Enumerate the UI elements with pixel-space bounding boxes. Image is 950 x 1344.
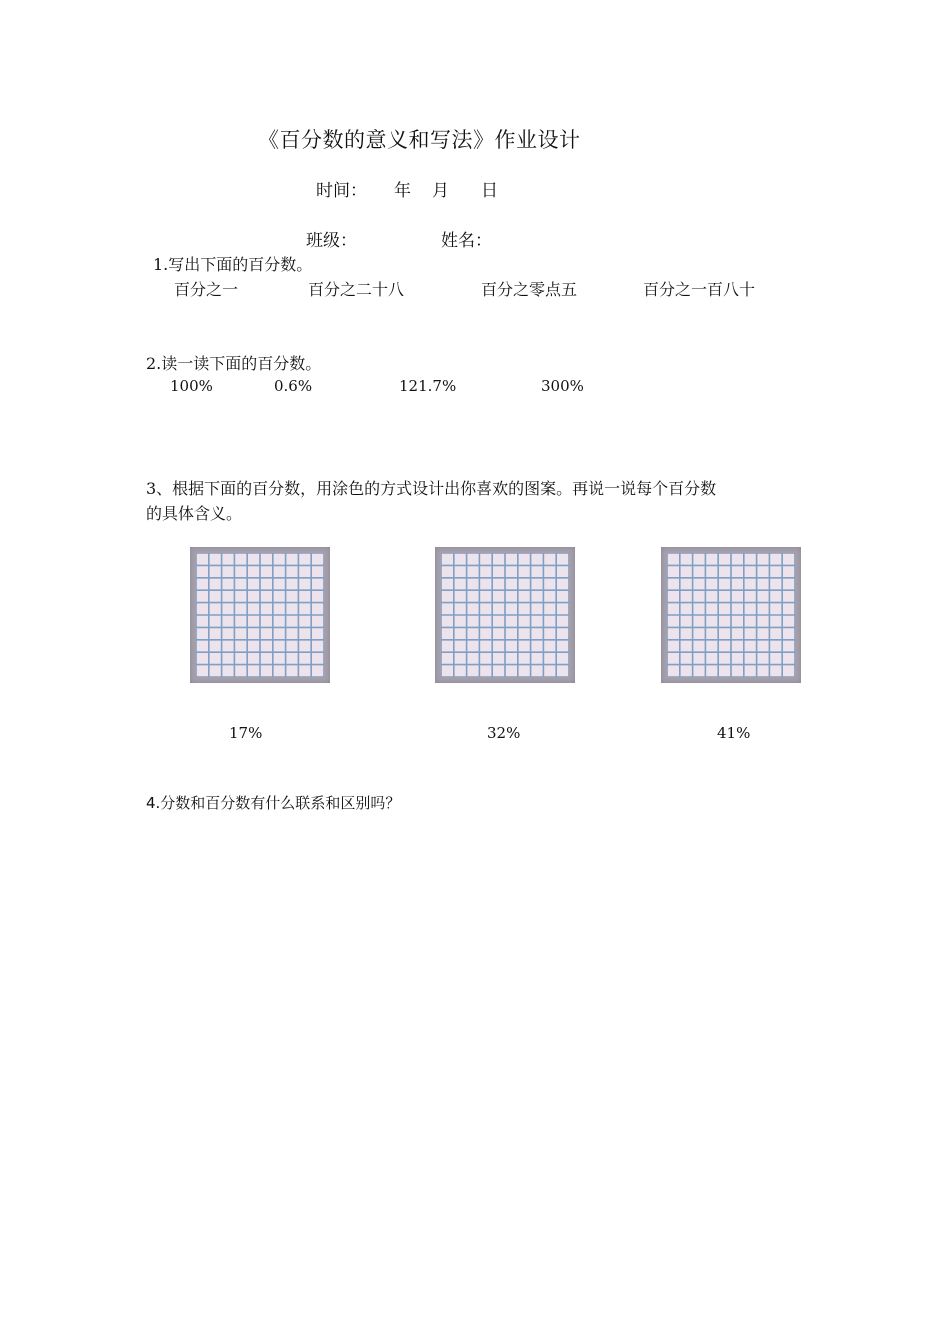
- date-day: 日: [481, 181, 498, 201]
- hundred-grid[interactable]: [661, 547, 801, 683]
- grid-percent-label: 32%: [487, 724, 521, 742]
- grid-percent-label: 17%: [229, 724, 263, 742]
- hundred-grid[interactable]: [435, 547, 575, 683]
- q2-item: 0.6%: [274, 377, 313, 395]
- q2-item: 121.7%: [399, 377, 457, 395]
- hundred-grid[interactable]: [190, 547, 330, 683]
- name-label: 姓名：: [441, 231, 492, 251]
- grid-percent-label: 41%: [717, 724, 751, 742]
- class-label: 班级：: [306, 231, 357, 251]
- question-3-line-1: 3、根据下面的百分数，用涂色的方式设计出你喜欢的图案。再说一说每个百分数: [146, 479, 717, 498]
- q1-item: 百分之零点五: [481, 280, 578, 299]
- q1-item: 百分之一百八十: [643, 280, 756, 299]
- date-label: 时间：: [316, 181, 367, 201]
- q1-item: 百分之一: [174, 280, 239, 299]
- date-month: 月: [432, 181, 449, 201]
- q1-item: 百分之二十八: [308, 280, 405, 299]
- question-3-line-2: 的具体含义。: [146, 504, 243, 523]
- q2-item: 100%: [170, 377, 213, 395]
- date-year: 年: [394, 181, 411, 201]
- page-title: 《百分数的意义和写法》作业设计: [258, 128, 581, 152]
- q2-item: 300%: [541, 377, 584, 395]
- question-2: 2.读一读下面的百分数。: [146, 354, 322, 373]
- question-4: 4.分数和百分数有什么联系和区别吗？: [146, 794, 401, 812]
- question-1: 1.写出下面的百分数。: [153, 255, 313, 274]
